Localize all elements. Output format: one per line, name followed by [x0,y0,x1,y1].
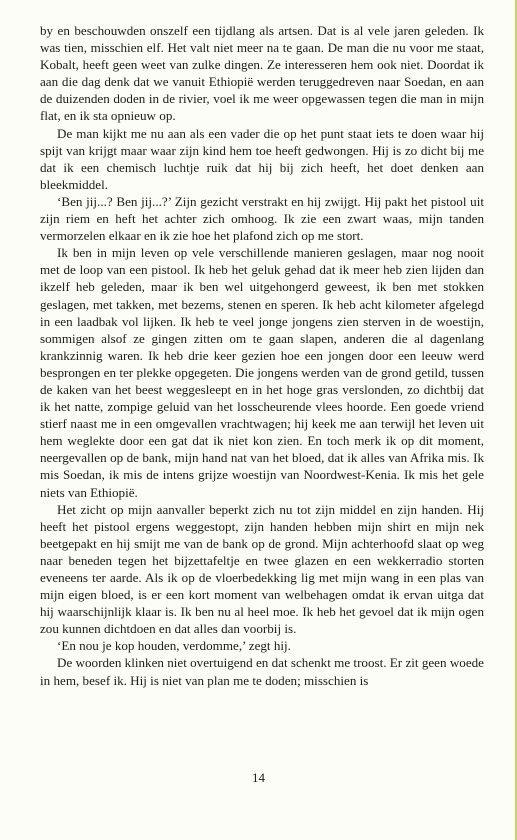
paragraph: Ik ben in mijn leven op vele verschillende manieren geslagen, maar nog nooit met de loop van een pistool. Ik heb het geluk gehad dat ik meer heb zien lijden dan ikzelf heb geleden, maar ik ben wel uitgehongerd geweest, ik ben met stokken geslagen, met takken, met bezems, stenen en speren. Ik heb acht kilometer afgelegd in een laadbak vol lijken. Ik heb te veel jonge jongens zien sterven in de woestijn, sommigen alsof ze gingen zitten om te gaan slapen, anderen die al dagenlang krankzinnig waren. Ik heb drie keer gezien hoe een jongen door een leeuw werd besprongen en ter plekke opgegeten. Die jongens werden van de grond getild, tussen de kaken van het beest weggesleept en in het hoge gras verslonden, zo dichtbij dat ik het natte, zompige geluid van het losscheurende vlees hoorde. Een goede vriend stierf naast me in een omgevallen vrachtwagen; hij keek me aan terwijl het leven uit hem weglekte door een gat dat ik niet kon zien. En toch merk ik op dit moment, neergevallen op de bank, mijn hand nat van het bloed, dat ik alles van Afrika mis. Ik mis Soedan, ik mis de intens grijze woestijn van Noordwest-Kenia. Ik mis het gele niets van Ethiopië. [40,245,484,500]
page-number: 14 [252,770,265,785]
body-text [40,22,484,689]
paragraph-continued: by en beschouwden onszelf een tijdlang als artsen. Dat is al vele jaren geleden. Ik was tien, misschien elf. Het valt niet meer na te gaan. De man die nu voor me staat, Kobalt, heeft geen weet van zulke dingen. Ze interesseren hem ook niet. Doordat ik aan die dag denk dat we vanuit Ethiopië werden teruggedreven naar Soedan, en aan de duizenden doden in de rivier, voel ik me weer opgewassen tegen die man in mijn flat, en ik sta opnieuw op. [40,23,484,124]
paragraph: De man kijkt me nu aan als een vader die op het punt staat iets te doen waar hij spijt van krijgt maar waar zijn kind hem toe heeft gedwongen. Hij is zo dicht bij me dat ik een chemisch luchtje ruik dat hij bij zich heeft, het doet denken aan bleekmiddel. [40,125,484,192]
paragraph: ‘En nou je kop houden, verdomme,’ zegt hij. [57,638,291,654]
paragraph: De woorden klinken niet overtuigend en dat schenkt me troost. Er zit geen woede in hem, besef ik. Hij is niet van plan me te doden; misschien is [40,655,484,688]
paragraph: ‘Ben jij...? Ben jij...?’ Zijn gezicht verstrakt en hij zwijgt. Hij pakt het pistool uit zijn riem en heft het achter zich omhoog. Ik zie een zwart waas, mijn tanden vermorzelen elkaar en ik zie hoe het plafond zich op me stort. [40,193,484,244]
paragraph: Het zicht op mijn aanvaller beperkt zich nu tot zijn middel en zijn handen. Hij heeft het pistool ergens weggestopt, zijn handen hebben mijn shirt en mijn nek beetgepakt en hij smijt me van de bank op de grond. Mijn achterhoofd slaat op weg naar beneden tegen het bijzettafeltje en twee glazen en een wekkerradio storten eveneens ter aarde. Als ik op de vloerbedekking lig met mijn wang in een plas van mijn eigen bloed, is er een kort moment van welbehagen omdat ik ervan uitga dat hij waarschijnlijk klaar is. Ik ben nu al heel moe. Ik heb het gevoel dat ik mijn ogen zou kunnen dichtdoen en dat alles dan voorbij is. [40,501,484,637]
